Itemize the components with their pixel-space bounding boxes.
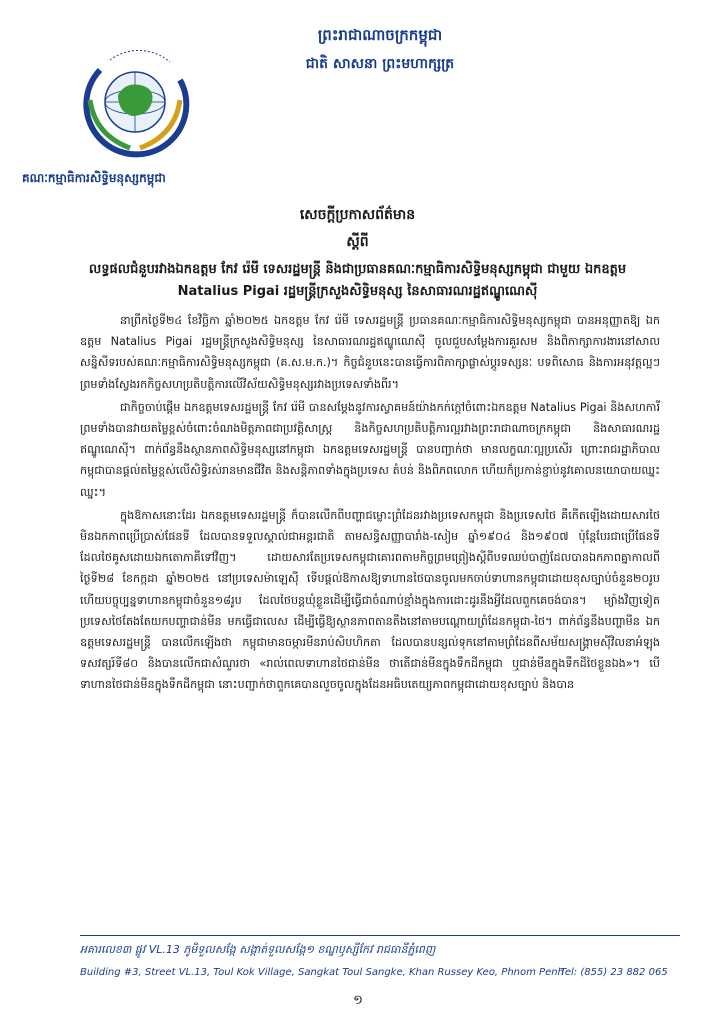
national-motto: ជាតិ សាសនា ព្រះមហាក្សត្រ: [305, 56, 455, 72]
footer-divider: [80, 935, 680, 936]
footer-address-khmer: អគារលេខ៣ ផ្លូវ VL.13 ភូមិទួលសង្កែ សង្កាត់ទួលសង្កែ១ ខណ្ឌឫស្សីកែវ រាជធានីភ្នំពេញ: [80, 943, 436, 956]
footer-telephone: Tel: (855) 23 882 065: [560, 967, 668, 978]
organization-logo: [70, 40, 200, 160]
footer-address-english: Building #3, Street VL.13, Toul Kok Village, Sangkat Toul Sangke, Khan Russey Keo, Phnom Penh: [80, 967, 564, 978]
kingdom-name: ព្រះរាជាណាចក្រកម្ពុជា: [317, 26, 443, 44]
paragraph-3: ក្នុងឱកាសនោះដែរ ឯកឧត្តមទេសរដ្ឋមន្ត្រី ក៏បានលើកពីបញ្ហាជម្លោះព្រំដែនរវាងប្រទេសកម្ពុជា និងប្រទេសថៃ គឺកើតឡើងដោយសារថៃមិនឯកភាពប្រើប្រាស់ផែនទី ដែលបានទទួលស្គាល់ជាអន្តរជាតិ តាមសន្ធិសញ្ញាបារាំង-សៀម ឆ្នាំ១៩០៤ និង១៩០៧ ប៉ុន្តែបែរជាប្រើផែនទីដែលថៃគូសដោយឯកតោភាគីទៅវិញ។ ដោយសារតែប្រទេសកម្ពុជាគោរពតាមកិច្ចព្រមព្រៀងស្តីពីបទឈប់បាញ់ដែលបានឯកភាពគ្នាកាលពីថ្ងៃទី២៨ ខែកក្កដា ឆ្នាំ២០២៥ នៅប្រទេសម៉ាឡេស៊ី ទើបផ្តល់ឱកាសឱ្យទាហានថៃបានចូលមកចាប់ទាហានកម្ពុជាដោយខុសច្បាប់ចំនួន២០រូប ហើយបច្ចុប្បន្នទាហានកម្ពុជាចំនួន១៨រូប ដែលថៃបន្តឃុំខ្លួនដើម្បីធ្វើជាចំណាប់ខ្មាំងក្នុងការដោះដូរនឹងអ្វីដែលពួកគេចង់បាន។ ម្យ៉ាងវិញទៀត ប្រទេសថៃតែងតែយកបញ្ហាជាន់មីន មកធ្វើជាលេស ដើម្បីធ្វើឱ្យស្ថានភាពតានតឹងនៅតាមបណ្តោយព្រំដែនកម្ពុជា-ថៃ។ ពាក់ព័ន្ធនឹងបញ្ហាមីន ឯកឧត្តមទេសរដ្ឋមន្ត្រី បានលើកឡើងថា កម្ពុជាមានចម្ការមីនរាប់សិបហិកតា ដែលបានបន្សល់ទុកនៅតាមព្រំដែនពីសម័យសង្គ្រាមស៊ីវិលនាអំឡុងទសវត្សរ៍ទី៨០ និងបានលើកជាសំណួរថា «រាល់ពេលទាហានថៃជាន់មីន ថាតើជាន់មីនក្នុងទឹកដីកម្ពុជា ឬជាន់មីនក្នុងទឹកដីថៃខ្លួនឯង»។ បើទាហានថៃជាន់មីនក្នុងទឹកដីកម្ពុជា នោះបញ្ជាក់ថាពួកគេបានលួចចូលក្នុងដែនអធិបតេយ្យភាពកម្ពុជាដោយខុសច្បាប់ និងបាន: [80, 508, 660, 692]
cambodia-human-rights-committee-logo-icon: [70, 40, 200, 160]
page-number: ១: [353, 993, 363, 1008]
title-line-1: សេចក្តីប្រកាសព័ត៌មាន: [299, 207, 416, 223]
title-line-3: លទ្ធផលជំនួបរវាងឯកឧត្តម កែវ រ៉េមី ទេសរដ្ឋមន្ត្រី និងជាប្រធានគណៈកម្មាធិការសិទ្ធិមនុស្សកម្ពុជា ជាមួយ ឯកឧត្តម Natalius Pigai រដ្ឋមន្ត្រីក្រសួងសិទ្ធិមនុស្ស នៃសាធារណរដ្ឋឥណ្ឌូណេស៊ី: [88, 262, 627, 299]
press-release-body: [80, 310, 660, 698]
paragraph-2: ជាកិច្ចចាប់ផ្តើម ឯកឧត្តមទេសរដ្ឋមន្ត្រី កែវ រ៉េមី បានសម្តែងនូវការស្វាគមន៍យ៉ាងកក់ក្តៅចំពោះឯកឧត្តម Natalius Pigai និងសហការី ព្រមទាំងបានវាយតម្លៃខ្ពស់ចំពោះចំណងមិត្តភាពជាប្រវត្តិសាស្ត្រ និងកិច្ចសហប្រតិបត្តិការល្អរវាងព្រះរាជាណាចក្រកម្ពុជា និងសាធារណរដ្ឋឥណ្ឌូណេស៊ី។ ពាក់ព័ន្ធនឹងស្ថានភាពសិទ្ធិមនុស្សនៅកម្ពុជា ឯកឧត្តមទេសរដ្ឋមន្ត្រី បានបញ្ជាក់ថា មានលក្ខណៈល្អប្រសើរ ព្រោះរាជរដ្ឋាភិបាលកម្ពុជាបានផ្តល់តម្លៃខ្ពស់លើសិទ្ធិរស់រានមានជីវិត និងសន្តិភាពទាំងក្នុងប្រទេស តំបន់ និងពិភពលោក ហើយក៏ប្រកាន់ខ្ជាប់នូវគោលនយោបាយឈ្នះ ឈ្នះ។: [80, 400, 660, 499]
kingdom-header: [240, 26, 520, 75]
press-release-title: [60, 205, 655, 303]
title-line-2: ស្តីពី: [346, 234, 369, 250]
paragraph-1: នាព្រឹកថ្ងៃទី២៤ ខែវិច្ឆិកា ឆ្នាំ២០២៥ ឯកឧត្តម កែវ រ៉េមី ទេសរដ្ឋមន្ត្រី ប្រធានគណៈកម្មាធិការសិទ្ធិមនុស្សកម្ពុជា បានអនុញ្ញាតឱ្យ ឯកឧត្តម Natalius Pigai រដ្ឋមន្ត្រីក្រសួងសិទ្ធិមនុស្ស នៃសាធារណរដ្ឋឥណ្ឌូណេស៊ី ចូលជួបសម្តែងការគួរសម និងពិភាក្សាការងារនៅសាលសន្និសីទរបស់គណៈកម្មាធិការសិទ្ធិមនុស្សកម្ពុជា (គ.ស.ម.ក.)។ កិច្ចជំនួបនេះបានធ្វើការពិភាក្សាផ្លាស់ប្តូរទស្សនៈ បទពិសោធ និងការអនុវត្តល្អៗ ព្រមទាំងស្វែងរកកិច្ចសហប្រតិបត្តិការលើវិស័យសិទ្ធិមនុស្សរវាងប្រទេសទាំងពីរ។: [80, 314, 660, 391]
organization-name: គណៈកម្មាធិការសិទ្ធិមនុស្សកម្ពុជា: [22, 171, 166, 185]
